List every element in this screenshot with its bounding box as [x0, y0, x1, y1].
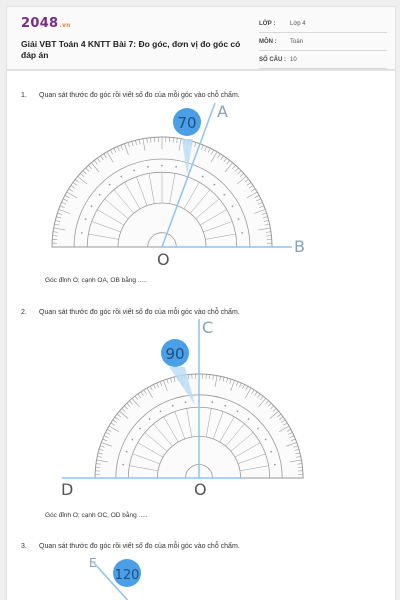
- protractor-mark: [211, 401, 213, 403]
- ray-label-b: B: [294, 237, 305, 256]
- ray-label-d: D: [61, 480, 74, 499]
- question-number: 1.: [21, 92, 27, 99]
- protractor-mark: [122, 464, 124, 466]
- ray-label-c: C: [202, 319, 214, 337]
- ray-label-a: A: [217, 102, 228, 121]
- protractor-mark: [172, 405, 174, 407]
- questions-content: [6, 70, 396, 600]
- protractor-mark: [139, 428, 141, 430]
- ray-label-e: E: [89, 556, 97, 570]
- protractor-mark: [131, 439, 133, 441]
- angle-bubble-value: 90: [165, 345, 185, 363]
- meta-label: MÔN :: [259, 39, 277, 45]
- protractor-mark: [85, 218, 87, 220]
- document-title: Giải VBT Toán 4 KNTT Bài 7: Đo góc, đơn vị đo góc có đáp án: [21, 39, 241, 60]
- protractor-mark: [149, 418, 151, 420]
- protractor-mark: [232, 205, 234, 207]
- meta-row-grade: [259, 17, 387, 33]
- protractor-mark: [238, 218, 240, 220]
- meta-row-question-count: [259, 53, 387, 69]
- meta-value: Lớp 4: [290, 21, 306, 27]
- protractor-mark: [185, 401, 187, 403]
- answer-line-1: Góc đỉnh O; cạnh OA, OB bằng .....: [45, 277, 147, 284]
- meta-row-subject: [259, 35, 387, 51]
- protractor-mark: [248, 418, 250, 420]
- question-text: Quan sát thước đo góc rồi viết số đo của mỗi góc vào chỗ chấm.: [39, 543, 240, 550]
- protractor-mark: [257, 428, 259, 430]
- protractor-mark: [126, 451, 128, 453]
- logo-text: 2048: [21, 16, 59, 31]
- document-meta: [259, 17, 387, 71]
- protractor-mark: [202, 176, 204, 178]
- protractor-mark: [81, 232, 83, 234]
- protractor-mark: [91, 205, 93, 207]
- protractor-mark: [223, 194, 225, 196]
- protractor-mark: [161, 165, 163, 167]
- angle-bubble-value: 120: [114, 568, 140, 583]
- protractor-mark: [99, 194, 101, 196]
- protractor-mark: [270, 451, 272, 453]
- protractor-mark: [175, 166, 177, 168]
- meta-value: Toán: [290, 39, 304, 45]
- protractor-mark: [241, 232, 243, 234]
- protractor-mark: [224, 405, 226, 407]
- question-number: 3.: [21, 543, 27, 550]
- question-text: Quan sát thước đo góc rồi viết số đo của mỗi góc vào chỗ chấm.: [39, 309, 240, 316]
- protractor-mark: [237, 410, 239, 412]
- meta-value: 10: [290, 57, 297, 63]
- protractor-figure-2: [7, 319, 395, 504]
- protractor-mark: [109, 184, 111, 186]
- document-header: [6, 6, 396, 70]
- protractor-mark: [160, 410, 162, 412]
- vertex-label-o: O: [194, 480, 207, 499]
- site-logo[interactable]: [21, 16, 71, 31]
- protractor-mark: [274, 464, 276, 466]
- meta-label: SỐ CÂU :: [259, 57, 286, 63]
- question-text: Quan sát thước đo góc rồi viết số đo của mỗi góc vào chỗ chấm.: [39, 92, 240, 99]
- protractor-mark: [265, 439, 267, 441]
- meta-label: LỚP :: [259, 21, 276, 27]
- logo-suffix: .vn: [59, 22, 71, 29]
- question-number: 2.: [21, 309, 27, 316]
- protractor-figure-3: [7, 555, 395, 600]
- protractor-mark: [133, 170, 135, 172]
- protractor-mark: [120, 176, 122, 178]
- protractor: [52, 137, 272, 247]
- protractor-figure-1: [7, 101, 395, 271]
- answer-line-2: Góc đỉnh O; cạnh OC, OD bằng .....: [45, 512, 148, 519]
- protractor-mark: [147, 166, 149, 168]
- vertex-label-o: O: [157, 250, 170, 269]
- protractor-mark: [213, 184, 215, 186]
- angle-bubble-value: 70: [177, 114, 197, 132]
